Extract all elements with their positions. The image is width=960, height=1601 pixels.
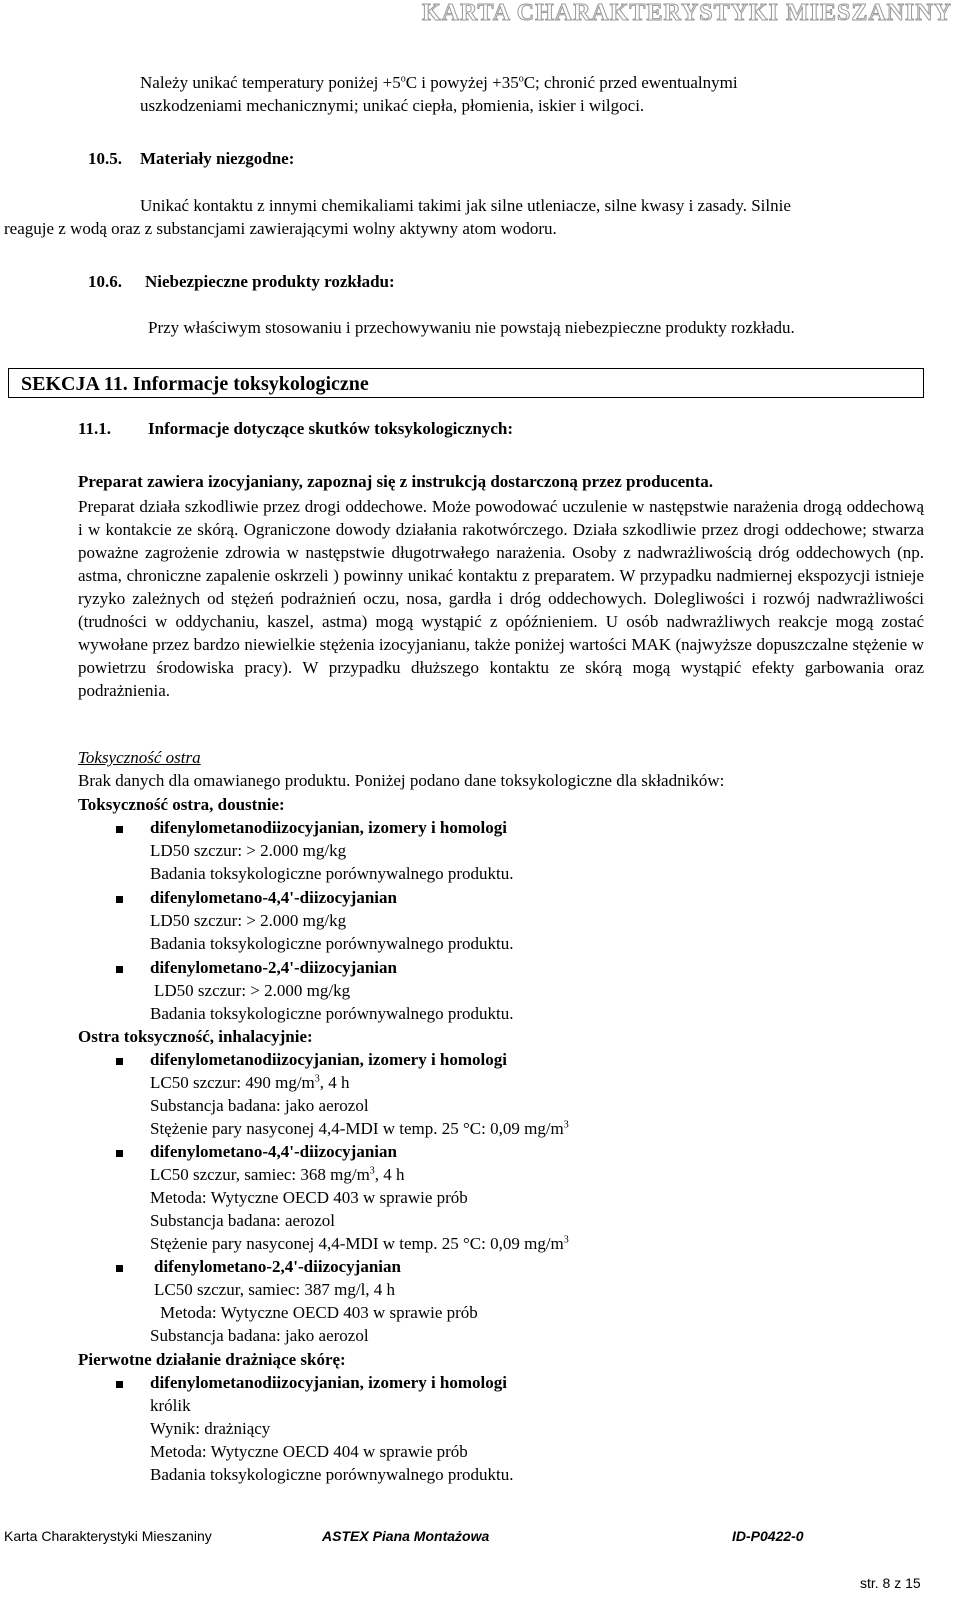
inhal-1-vapour — [150, 1119, 569, 1139]
footer-product-name: ASTEX Piana Montażowa — [322, 1528, 490, 1544]
inhal-2-lc50-sup: 3 — [369, 1165, 375, 1177]
inhal-2-vapour-sup: 3 — [563, 1234, 569, 1246]
storage-text-c: C; chronić przed ewentualnymi — [523, 73, 738, 92]
document-header-title: KARTA CHARAKTERYSTYKI MIESZANINY — [422, 0, 952, 26]
inhal-2-substance: Substancja badana: aerozol — [150, 1211, 336, 1230]
section-10-6-title: Niebezpieczne produkty rozkładu: — [145, 272, 395, 291]
footer-document-id: ID-P0422-0 — [732, 1528, 804, 1544]
inhal-3-lc50: LC50 szczur, samiec: 387 mg/l, 4 h — [154, 1280, 396, 1299]
bullet-icon — [116, 826, 123, 833]
degree-sup-2: o — [518, 73, 524, 85]
oral-toxicity-heading: Toksyczność ostra, doustnie: — [78, 795, 285, 814]
inhal-3-name: difenylometano-2,4'-diizocyjanian — [154, 1257, 401, 1276]
inhal-2-lc50-time: , 4 h — [374, 1165, 405, 1184]
section-11-1-number: 11.1. — [78, 419, 112, 438]
toxicology-paragraph-text: Preparat działa szkodliwie przez drogi oddechowe. Może powodować uczulenie w następstwie narażenia drogą oddechową i w kontakcie ze skórą. Ograniczone dowody działania rakotwórczego. Działa szkodliwie przez drogi oddechowe; stwarza poważne zagrożenie zdrowia w następstwie długotrwałego narażenia. Osoby z nadwrażliwością dróg oddechowych (np. astma, chroniczne zapalenie oskrzeli ) powinny unikać kontaktu z preparatem. W przypadku nadmiernej ekspozycji istnieje ryzyko zależnych od stężeń podrażnień oczu, nosa, gardła i dróg oddechowych. Dolegliwości i rozwój nadwrażliwości (trudności w oddychaniu, kaszel, astma) mogą wystąpić z opóźnieniem. U osób nadwrażliwych reakcje mogą zostać wywołane przez bardzo niewielkie stężenia izocyjanianu, także poniżej wartości MAK (najwyższe dopuszczalne stężenie w powietrzu środowiska pracy). W przypadku dłuższego kontaktu ze skórą mogą wystąpić efekty garbowania oraz podrażnienia. — [78, 497, 924, 700]
storage-line-1 — [140, 73, 738, 93]
skin-1-method: Metoda: Wytyczne OECD 404 w sprawie prób — [150, 1442, 468, 1461]
oral-1-value: LD50 szczur: > 2.000 mg/kg — [150, 841, 347, 860]
inhal-3-method: Metoda: Wytyczne OECD 403 w sprawie prób — [160, 1303, 478, 1322]
skin-1-name: difenylometanodiizocyjanian, izomery i homologi — [150, 1373, 507, 1392]
storage-text-b: C i powyżej +35 — [405, 73, 519, 92]
inhal-2-method: Metoda: Wytyczne OECD 403 w sprawie prób — [150, 1188, 468, 1207]
footer-page-number: str. 8 z 15 — [860, 1575, 921, 1591]
inhal-1-lc50-text: LC50 szczur: 490 mg/m — [150, 1073, 315, 1092]
inhal-1-name: difenylometanodiizocyjanian, izomery i homologi — [150, 1050, 507, 1069]
inhal-1-vapour-text: Stężenie pary nasyconej 4,4-MDI w temp. 25 °C: 0,09 mg/m — [150, 1119, 564, 1138]
inhal-3-substance: Substancja badana: jako aerozol — [150, 1326, 369, 1345]
skin-irritation-heading: Pierwotne działanie drażniące skórę: — [78, 1350, 346, 1369]
section-11-title: SEKCJA 11. Informacje toksykologiczne — [21, 373, 369, 395]
oral-2-note: Badania toksykologiczne porównywalnego produktu. — [150, 934, 514, 953]
inhal-2-lc50-text: LC50 szczur, samiec: 368 mg/m — [150, 1165, 370, 1184]
oral-2-value: LD50 szczur: > 2.000 mg/kg — [150, 911, 347, 930]
oral-1-note: Badania toksykologiczne porównywalnego produktu. — [150, 864, 514, 883]
inhal-2-vapour — [150, 1234, 569, 1254]
acute-toxicity-heading: Toksyczność ostra — [78, 748, 201, 767]
inhal-2-vapour-text: Stężenie pary nasyconej 4,4-MDI w temp. 25 °C: 0,09 mg/m — [150, 1234, 564, 1253]
inhal-1-substance: Substancja badana: jako aerozol — [150, 1096, 369, 1115]
degree-sup-1: o — [400, 73, 406, 85]
bullet-icon — [116, 966, 123, 973]
section-10-5-number: 10.5. — [88, 149, 122, 168]
bullet-icon — [116, 1381, 123, 1388]
isocyanate-warning: Preparat zawiera izocyjaniany, zapoznaj się z instrukcją dostarczoną przez producenta. — [78, 472, 714, 491]
skin-1-note: Badania toksykologiczne porównywalnego produktu. — [150, 1465, 514, 1484]
inhal-1-lc50-time: , 4 h — [319, 1073, 350, 1092]
acute-toxicity-intro: Brak danych dla omawianego produktu. Poniżej podano dane toksykologiczne dla składników: — [78, 771, 725, 790]
inhal-1-lc50-sup: 3 — [314, 1073, 320, 1085]
oral-2-name: difenylometano-4,4'-diizocyjanian — [150, 888, 397, 907]
oral-3-note: Badania toksykologiczne porównywalnego produktu. — [150, 1004, 514, 1023]
section-11-header-box — [8, 368, 924, 398]
section-10-5-title: Materiały niezgodne: — [140, 149, 295, 168]
section-11-1-title: Informacje dotyczące skutków toksykologicznych: — [148, 419, 513, 438]
inhal-1-lc50 — [150, 1073, 350, 1093]
bullet-icon — [116, 1265, 123, 1272]
skin-1-result: Wynik: drażniący — [150, 1419, 271, 1438]
inhal-2-lc50 — [150, 1165, 405, 1185]
storage-line-2: uszkodzeniami mechanicznymi; unikać ciepła, płomienia, iskier i wilgoci. — [140, 96, 645, 115]
bullet-icon — [116, 1150, 123, 1157]
skin-1-species: królik — [150, 1396, 191, 1415]
inhal-1-vapour-sup: 3 — [563, 1119, 569, 1131]
bullet-icon — [116, 1058, 123, 1065]
section-10-6-text: Przy właściwym stosowaniu i przechowywaniu nie powstają niebezpieczne produkty rozkładu. — [148, 318, 795, 337]
section-10-5-line-2: reaguje z wodą oraz z substancjami zawierającymi wolny aktywny atom wodoru. — [4, 219, 557, 238]
section-10-5-line-1: Unikać kontaktu z innymi chemikaliami takimi jak silne utleniacze, silne kwasy i zasady. Silnie — [140, 196, 791, 215]
footer-document-name: Karta Charakterystyki Mieszaniny — [4, 1528, 212, 1544]
section-10-6-number: 10.6. — [88, 272, 122, 291]
oral-1-name: difenylometanodiizocyjanian, izomery i homologi — [150, 818, 507, 837]
inhalation-heading: Ostra toksyczność, inhalacyjnie: — [78, 1027, 313, 1046]
inhal-2-name: difenylometano-4,4'-diizocyjanian — [150, 1142, 397, 1161]
toxicology-paragraph — [78, 495, 924, 702]
storage-text-a: Należy unikać temperatury poniżej +5 — [140, 73, 401, 92]
oral-3-name: difenylometano-2,4'-diizocyjanian — [150, 958, 397, 977]
bullet-icon — [116, 896, 123, 903]
oral-3-value: LD50 szczur: > 2.000 mg/kg — [154, 981, 351, 1000]
